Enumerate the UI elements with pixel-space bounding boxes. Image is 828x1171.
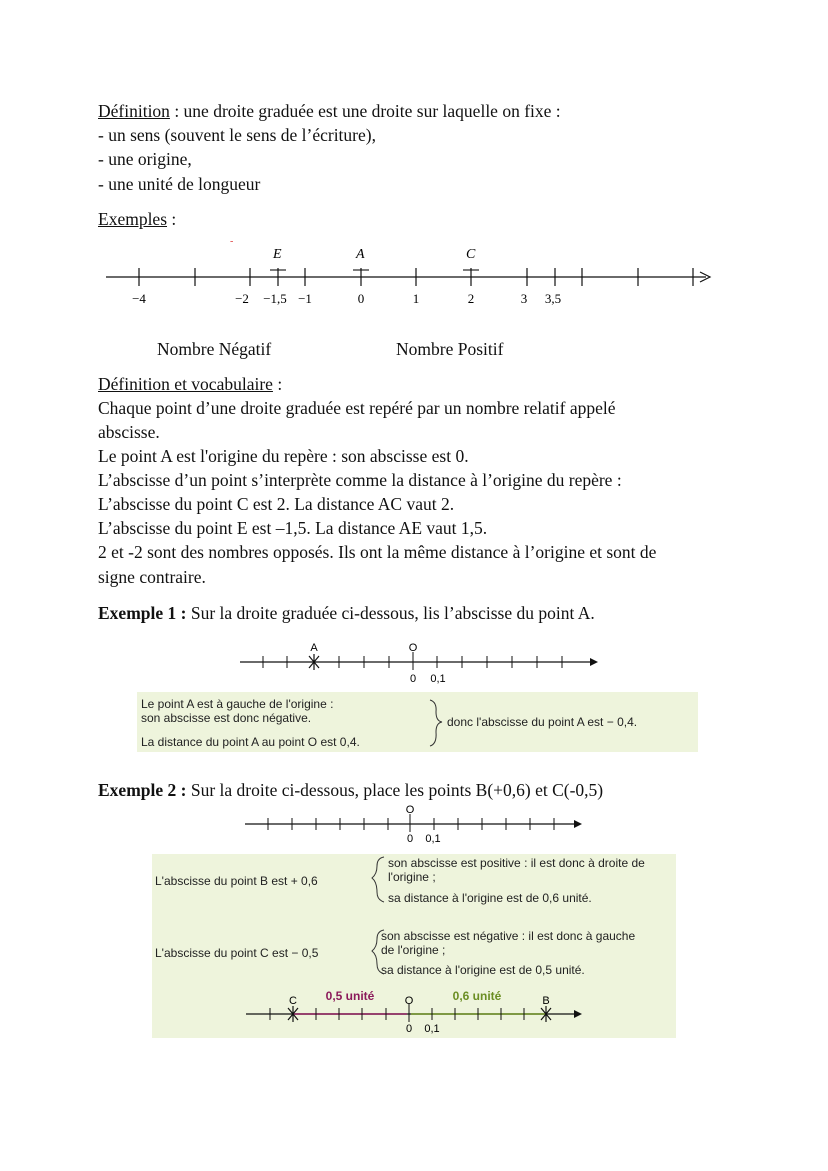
ex1-box-line: Le point A est à gauche de l'origine :	[141, 697, 334, 711]
point-c-label: C	[289, 995, 297, 1007]
ex1-box-line: La distance du point A au point O est 0,4.	[141, 735, 360, 749]
ex2-c-line: sa distance à l'origine est de 0,5 unité.	[381, 963, 585, 977]
vocab-title: Définition et vocabulaire	[98, 374, 273, 394]
definition-title: Définition	[98, 101, 170, 121]
vocab-line: L’abscisse du point C est 2. La distance AC vaut 2.	[98, 494, 455, 514]
vocab-line: Chaque point d’une droite graduée est repéré par un nombre relatif appelé	[98, 398, 616, 418]
point-label: A	[356, 247, 365, 262]
dist-c-label: 0,5 unité	[325, 989, 375, 1003]
tick-label: 1	[412, 291, 420, 306]
tick-label: 2	[467, 291, 475, 306]
vocab-suffix: :	[272, 374, 283, 394]
ex2-b-line: l'origine ;	[388, 870, 436, 884]
unit-label: 0,1	[425, 833, 441, 845]
dist-b-label: 0,6 unité	[452, 989, 502, 1003]
tick-label: −1	[298, 291, 312, 306]
ex2-b-line: son abscisse est positive : il est donc à droite de	[388, 856, 645, 870]
origin-label: O	[408, 642, 418, 654]
examples-title: Exemples	[98, 209, 168, 229]
vocab-line: 2 et -2 sont des nombres opposés. Ils ont la même distance à l’origine et sont de	[98, 542, 657, 562]
positive-label: Nombre Positif	[396, 339, 504, 359]
vocab-line: Le point A est l'origine du repère : son abscisse est 0.	[98, 446, 469, 466]
tick-label: 3	[520, 291, 528, 306]
ex1-box-line: son abscisse est donc négative.	[141, 711, 312, 725]
ex2-b-line: sa distance à l'origine est de 0,6 unité.	[388, 891, 592, 905]
vocab-line: L’abscisse d’un point s’interprète comme la distance à l’origine du repère :	[98, 470, 622, 490]
stray-mark: -	[230, 236, 234, 247]
example1-title: Exemple 1 :	[98, 603, 187, 623]
zero-label: 0	[406, 833, 414, 845]
zero-label: 0	[409, 673, 417, 685]
point-label: C	[466, 247, 476, 262]
tick-label: 3,5	[544, 291, 562, 306]
ex2-c-label: L'abscisse du point C est − 0,5	[155, 946, 319, 960]
vocab-line: signe contraire.	[98, 567, 206, 587]
unit-label: 0,1	[424, 1023, 440, 1035]
ex2-b-label: L'abscisse du point B est + 0,6	[155, 874, 318, 888]
ex1-conclusion: donc l'abscisse du point A est − 0,4.	[447, 715, 638, 729]
tick-label: 0	[357, 291, 365, 306]
zero-label: 0	[405, 1023, 413, 1035]
vocab-line: abscisse.	[98, 422, 160, 442]
tick-label: −1,5	[263, 291, 287, 306]
unit-label: 0,1	[430, 673, 446, 685]
definition-intro: : une droite graduée est une droite sur laquelle on fixe :	[169, 101, 561, 121]
point-a-label: A	[310, 642, 318, 654]
negative-label: Nombre Négatif	[157, 339, 272, 359]
examples-suffix: :	[167, 209, 177, 229]
definition-item: - un sens (souvent le sens de l’écriture),	[98, 125, 376, 145]
definition-item: - une origine,	[98, 149, 192, 169]
example2-text: Sur la droite ci-dessous, place les points B(+0,6) et C(-0,5)	[186, 780, 604, 800]
origin-label: O	[405, 804, 415, 816]
axis-arrow	[574, 1010, 582, 1018]
point-label: E	[273, 247, 282, 262]
ex2-solution-ticks	[270, 1004, 524, 1022]
definition-item: - une unité de longueur	[98, 174, 261, 194]
ex2-c-line: de l'origine ;	[381, 943, 446, 957]
vocab-line: L’abscisse du point E est –1,5. La distance AE vaut 1,5.	[98, 518, 488, 538]
tick-label: −4	[132, 291, 146, 306]
point-b-label: B	[542, 995, 550, 1007]
ex2-c-line: son abscisse est négative : il est donc à gauche	[381, 929, 636, 943]
tick-label: −2	[235, 291, 249, 306]
origin-label: O	[404, 995, 414, 1007]
example1-text: Sur la droite graduée ci-dessous, lis l’abscisse du point A.	[186, 603, 595, 623]
example2-title: Exemple 2 :	[98, 780, 187, 800]
